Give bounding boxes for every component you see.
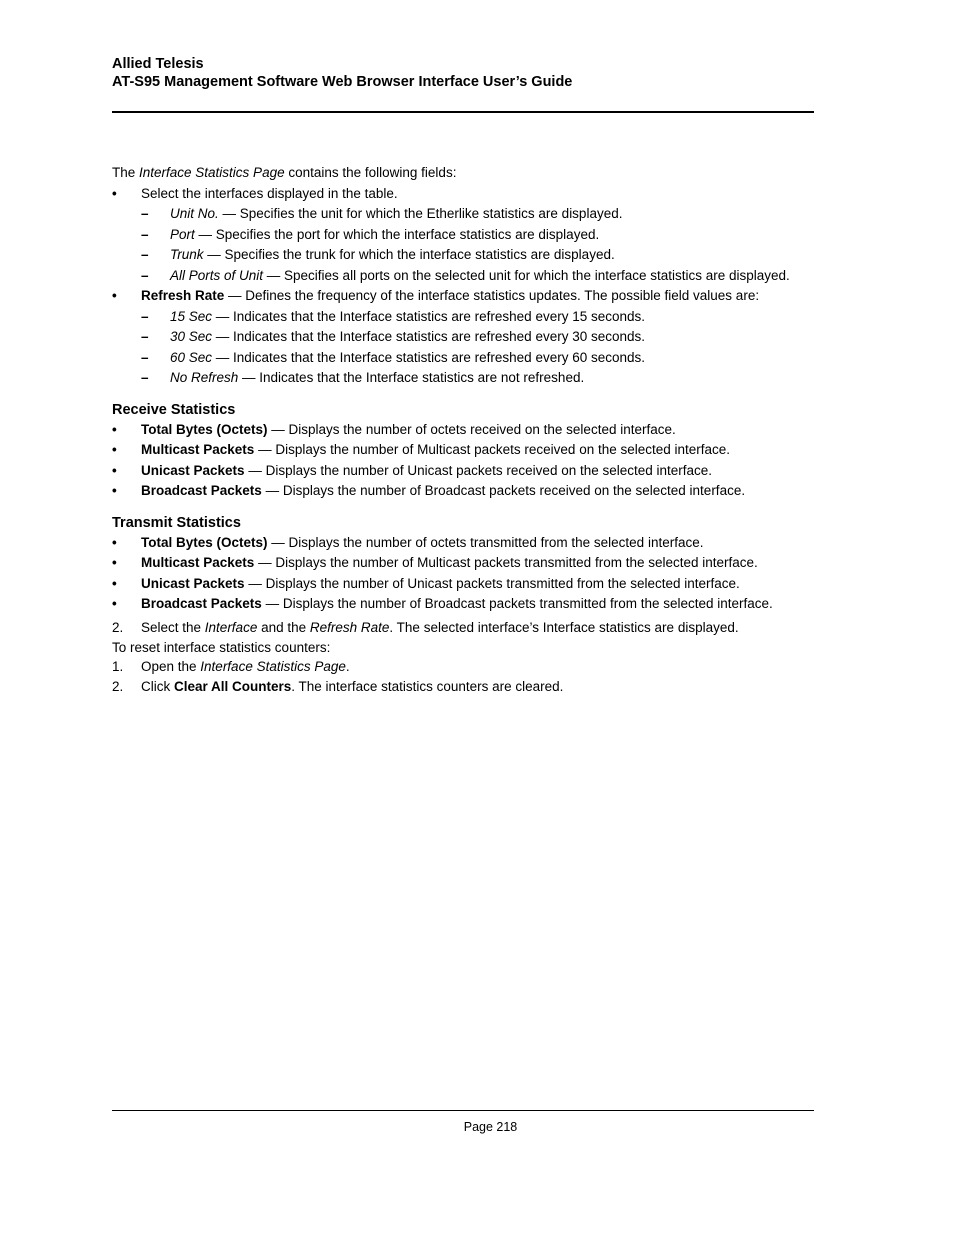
- sub-item-port: – Port — Specifies the port for which the interface statistics are displayed.: [112, 225, 832, 246]
- company-name: Allied Telesis: [112, 56, 204, 72]
- step-number: 1.: [112, 659, 124, 674]
- bullet-icon: •: [112, 534, 117, 550]
- footer-rule: [112, 1110, 814, 1111]
- receive-item-total-bytes: • Total Bytes (Octets) — Displays the number of octets received on the selected interface.: [112, 420, 832, 441]
- page-header: [112, 55, 814, 91]
- reset-step-clear: 2. Click Clear All Counters. The interface statistics counters are cleared.: [112, 677, 832, 697]
- bullet-refresh-rate: • Refresh Rate — Defines the frequency of the interface statistics updates. The possible field values are:: [112, 286, 832, 307]
- sub-item-60sec: – 60 Sec — Indicates that the Interface statistics are refreshed every 60 seconds.: [112, 348, 832, 369]
- receive-statistics-heading: Receive Statistics: [112, 401, 236, 418]
- page-name-ref: Interface Statistics Page: [139, 165, 285, 180]
- sub-item-no-refresh: – No Refresh — Indicates that the Interface statistics are not refreshed.: [112, 368, 832, 389]
- bullet-icon: •: [112, 421, 117, 437]
- dash-icon: –: [141, 370, 149, 385]
- dash-icon: –: [141, 349, 149, 365]
- bullet-icon: •: [112, 575, 117, 591]
- page-number: Page 218: [463, 1120, 518, 1134]
- dash-icon: –: [141, 226, 149, 242]
- guide-title: AT-S95 Management Software Web Browser Interface User’s Guide: [112, 74, 573, 90]
- sub-item-trunk: – Trunk — Specifies the trunk for which the interface statistics are displayed.: [112, 245, 832, 266]
- bullet-icon: •: [112, 462, 117, 478]
- bullet-select-interfaces: • Select the interfaces displayed in the table.: [112, 184, 832, 205]
- dash-icon: –: [141, 267, 149, 283]
- reset-intro: To reset interface statistics counters:: [112, 640, 331, 655]
- transmit-item-broadcast: • Broadcast Packets — Displays the number of Broadcast packets transmitted from the selected interface.: [112, 594, 832, 615]
- bullet-icon: •: [112, 185, 117, 201]
- dash-icon: –: [141, 308, 149, 324]
- sub-item-unit: – Unit No. — Specifies the unit for which the Etherlike statistics are displayed.: [112, 204, 832, 225]
- step-number: 2.: [112, 619, 124, 635]
- sub-item-15sec: – 15 Sec — Indicates that the Interface statistics are refreshed every 15 seconds.: [112, 307, 832, 328]
- reset-step-open: 1. Open the Interface Statistics Page.: [112, 657, 832, 677]
- dash-icon: –: [141, 247, 149, 262]
- transmit-item-multicast: • Multicast Packets — Displays the number of Multicast packets transmitted from the selected interface.: [112, 553, 832, 574]
- header-rule: [112, 111, 814, 113]
- sub-item-30sec: – 30 Sec — Indicates that the Interface statistics are refreshed every 30 seconds.: [112, 327, 832, 348]
- intro-paragraph: The Interface Statistics Page contains the following fields:: [112, 165, 457, 180]
- bullet-icon: •: [112, 555, 117, 570]
- step-number: 2.: [112, 678, 124, 694]
- dash-icon: –: [141, 329, 149, 344]
- dash-icon: –: [141, 206, 149, 221]
- bullet-icon: •: [112, 442, 117, 457]
- receive-item-multicast: • Multicast Packets — Displays the number of Multicast packets received on the selected interface.: [112, 440, 832, 461]
- transmit-item-unicast: • Unicast Packets — Displays the number of Unicast packets transmitted from the selected interface.: [112, 574, 832, 595]
- receive-item-unicast: • Unicast Packets — Displays the number of Unicast packets received on the selected interface.: [112, 461, 832, 482]
- receive-item-broadcast: • Broadcast Packets — Displays the number of Broadcast packets received on the selected interface.: [112, 481, 832, 502]
- transmit-item-total-bytes: • Total Bytes (Octets) — Displays the number of octets transmitted from the selected interface.: [112, 533, 832, 554]
- sub-item-all-ports: – All Ports of Unit — Specifies all ports on the selected unit for which the interface statistics are displayed.: [112, 266, 832, 287]
- page-content: [112, 163, 832, 696]
- bullet-icon: •: [112, 288, 117, 303]
- bullet-icon: •: [112, 483, 117, 498]
- step-select-interface: 2. Select the Interface and the Refresh Rate. The selected interface’s Interface statistics are displayed.: [112, 618, 832, 639]
- transmit-statistics-heading: Transmit Statistics: [112, 514, 241, 531]
- bullet-icon: •: [112, 596, 117, 611]
